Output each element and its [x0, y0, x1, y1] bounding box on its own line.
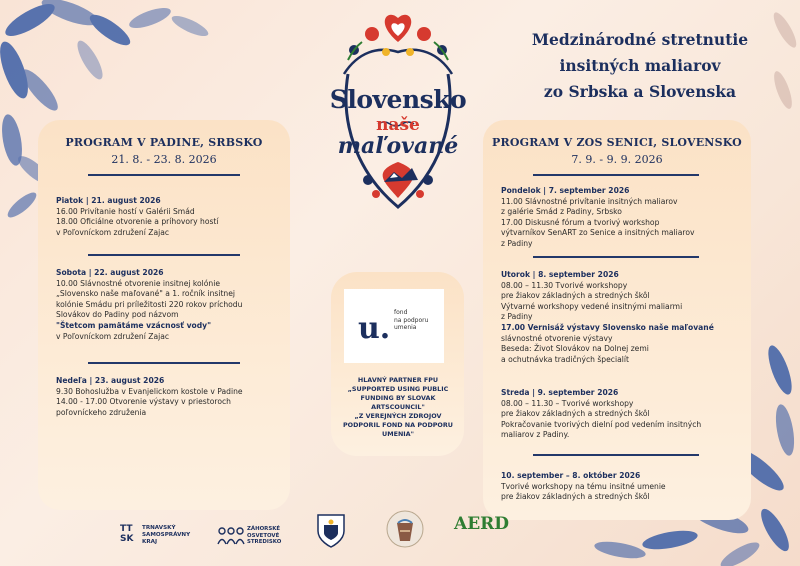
fpu-name-line: umenia — [394, 324, 417, 331]
logo-word-slovensko: Slovensko — [329, 85, 467, 114]
ttsk-text-line: SAMOSPRÁVNY — [142, 532, 191, 538]
program-senica-dates: 7. 9. - 9. 9. 2026 — [571, 153, 663, 166]
day-line: v Poľovníckom združení Zajac — [56, 227, 170, 237]
day-block — [501, 186, 694, 250]
ttsk-text-line: TRNAVSKÝ — [142, 525, 176, 531]
day-line: "Štetcom pamätáme vzácnosť vody" — [56, 320, 212, 330]
day-line: 18.00 Oficiálne otvorenie a príhovory hostí — [56, 217, 219, 227]
day-line: Pokračovanie tvorivých dielní pod vedením insitných — [501, 419, 702, 429]
folk-logo — [318, 12, 478, 222]
day-block — [501, 388, 701, 441]
day-heading: Nedeľa | 23. august 2026 — [56, 376, 165, 385]
event-title-line: insitných maliarov — [559, 56, 721, 75]
people-icon — [217, 526, 245, 546]
day-block — [501, 471, 666, 503]
fpu-name-line: na podporu — [394, 316, 429, 324]
day-heading: 10. september – 8. október 2026 — [501, 471, 641, 480]
day-line: v Poľovníckom združení Zajac — [56, 331, 170, 341]
ttsk-text — [142, 525, 190, 546]
ttsk-logo — [120, 522, 200, 548]
ttsk-mark — [120, 524, 133, 544]
partner-line: ARTSCOUNCIL" — [371, 403, 425, 411]
day-line: Tvorivé workshopy na tému insitné umenie — [501, 481, 666, 491]
program-senica-panel — [483, 120, 751, 520]
day-line: 08.00 – 11.30 – Tvorivé workshopy — [501, 398, 634, 408]
day-line: 16.00 Privítanie hostí v Galérii Smád — [56, 206, 195, 216]
program-padina-panel — [38, 120, 290, 510]
aerd-mark: AERD — [454, 514, 510, 534]
day-line: 10.00 Slávnostné otvorenie insitnej kolónie — [56, 278, 221, 288]
day-block — [501, 270, 714, 365]
divider — [533, 174, 699, 176]
day-line: Slovákov do Padiny pod názvom — [56, 310, 179, 320]
fpu-name-line: fond — [394, 309, 408, 316]
event-title-line: zo Srbska a Slovenska — [543, 82, 737, 101]
logo-word-malovane: maľované — [337, 133, 459, 159]
day-heading: Pondelok | 7. september 2026 — [501, 186, 630, 195]
aerd-logo — [451, 514, 510, 550]
event-title-line: Medzinárodné stretnutie — [531, 30, 749, 49]
program-padina-dates: 21. 8. - 23. 8. 2026 — [111, 153, 217, 166]
zos-text-line: STREDISKO — [247, 539, 282, 546]
day-line: kolónie Smádu pri príležitosti 220 rokov príchodu — [56, 299, 243, 309]
program-senica-title: PROGRAM V ZOS SENICI, SLOVENSKO — [492, 136, 742, 149]
day-line: 9.30 Bohoslužba v Evanjelickom kostole v Padine — [56, 386, 243, 396]
partner-line: HLAVNÝ PARTNER FPU — [357, 376, 439, 384]
day-line: z Padiny — [501, 312, 533, 322]
town-emblem-icon — [316, 513, 346, 549]
day-line: 08.00 – 11.30 Tvorivé workshopy — [501, 280, 628, 290]
day-line: pre žiakov základných a stredných škôl — [501, 492, 650, 502]
zos-text-line: ZÁHORSKÉ — [247, 526, 281, 532]
day-line: 17.00 Vernisáž výstavy Slovensko naše maľované — [501, 322, 714, 332]
day-line: a ochutnávka tradičných špecialít — [501, 354, 629, 364]
day-block — [56, 196, 219, 238]
zos-text — [247, 526, 281, 546]
pottery-logo-icon — [386, 509, 424, 549]
day-line: poľovníckeho združenia — [56, 407, 147, 417]
divider — [533, 256, 699, 258]
day-line: „Slovensko naše maľované" a 1. ročník insitnej — [56, 289, 236, 299]
day-heading: Utorok | 8. september 2026 — [501, 270, 619, 279]
day-line: výtvarníkov SenART zo Senice a insitných maliarov — [501, 228, 695, 238]
day-line: Beseda: Život Slovákov na Dolnej zemi — [501, 344, 649, 354]
divider — [88, 254, 240, 256]
day-line: Výtvarné workshopy vedené insitnými maliarmi — [501, 301, 683, 311]
day-block — [56, 268, 242, 342]
day-heading: Sobota | 22. august 2026 — [56, 268, 164, 277]
day-line: pre žiakov základných a stredných škôl — [501, 409, 650, 419]
divider — [88, 174, 240, 176]
day-line: maliarov z Padiny. — [501, 430, 570, 440]
day-block — [56, 376, 243, 418]
day-line: slávnostné otvorenie výstavy — [501, 333, 613, 343]
logo-word-nase: naše — [376, 115, 420, 135]
day-line: 11.00 Slávnostné privítanie insitných maliarov — [501, 196, 678, 206]
fpu-mark: u. — [358, 311, 391, 346]
day-line: pre žiakov základných a stredných škôl — [501, 291, 650, 301]
ttsk-text-line: KRAJ — [142, 539, 158, 545]
day-line: 17.00 Diskusné fórum a tvorivý workshop — [501, 217, 660, 227]
zos-text-line: OSVETOVÉ — [247, 532, 280, 539]
day-heading: Piatok | 21. august 2026 — [56, 196, 161, 205]
fpu-logo — [344, 289, 444, 363]
event-title — [510, 27, 770, 105]
zos-logo — [217, 524, 287, 546]
divider — [88, 362, 240, 364]
divider — [533, 454, 699, 456]
ttsk-mark-line: TT — [120, 524, 133, 534]
ttsk-mark-line: SK — [120, 534, 134, 544]
day-line: z Padiny — [501, 238, 533, 248]
fpu-name — [394, 309, 428, 332]
day-line: 14.00 - 17.00 Otvorenie výstavy v priestoroch — [56, 397, 231, 407]
day-heading: Streda | 9. september 2026 — [501, 388, 619, 397]
partner-line: UMENIA" — [382, 430, 414, 438]
partner-text — [333, 376, 463, 439]
partner-line: „Z VEREJNÝCH ZDROJOV — [354, 412, 442, 420]
partner-line: FUNDING BY SLOVAK — [360, 394, 436, 402]
partner-line: PODPORIL FOND NA PODPORU — [343, 421, 453, 429]
program-padina-title: PROGRAM V PADINE, SRBSKO — [65, 136, 263, 149]
day-line: z galérie Smád z Padiny, Srbsko — [501, 207, 622, 217]
partner-line: „SUPPORTED USING PUBLIC — [347, 385, 449, 393]
